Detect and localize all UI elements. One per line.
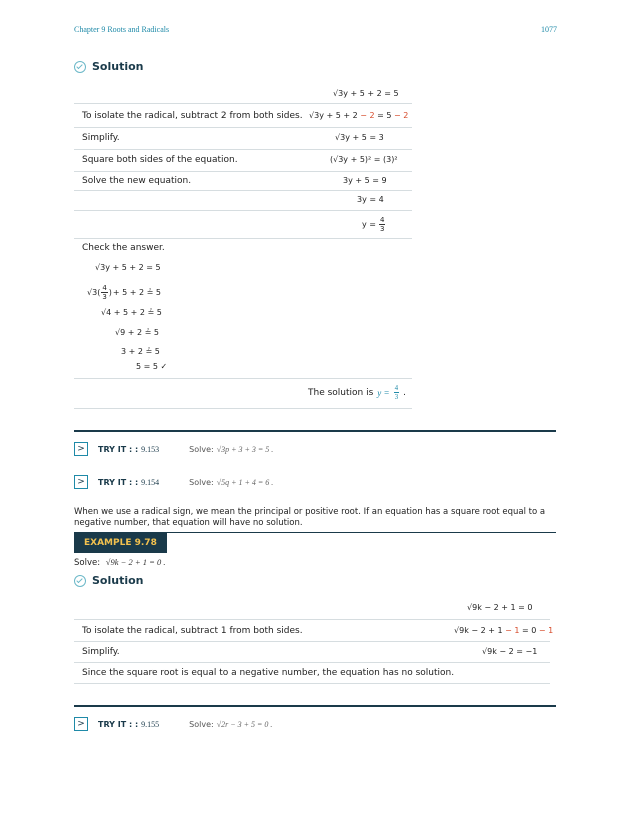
divider xyxy=(74,683,550,684)
check-line: √3y + 5 + 2 = 5 xyxy=(95,263,161,272)
try-it-label: TRY IT : : xyxy=(98,444,139,454)
check-circle-icon xyxy=(74,61,86,73)
math-prefix: √3( xyxy=(87,288,101,297)
check-line: √9 + 2 ≟ 5 xyxy=(115,328,159,337)
try-it-label: TRY IT : : xyxy=(98,719,139,729)
frac-den: 3 xyxy=(102,293,107,301)
page-number: 1077 xyxy=(541,25,557,34)
math-red: − 2 xyxy=(357,111,375,120)
fraction xyxy=(101,284,107,301)
try-it-row[interactable] xyxy=(74,717,272,731)
step-math: 3y + 5 = 9 xyxy=(343,176,387,185)
conclusion-text: The solution is xyxy=(308,387,374,398)
math-base: √3y + 5 + 2 xyxy=(309,111,358,120)
try-it-math: √3p + 3 + 3 = 5 . xyxy=(216,444,274,454)
paragraph: When we use a radical sign, we mean the principal or positive root. If an equation has a square root equal to a negative number, that equation will have no solution. xyxy=(74,507,546,528)
divider xyxy=(74,127,412,128)
math-lhs: y = xyxy=(362,220,376,229)
math-rest: + 5 + 2 ≟ 5 xyxy=(112,288,161,297)
try-it-math: √5q + 1 + 4 = 6 . xyxy=(216,477,274,487)
example-solve xyxy=(74,557,165,568)
check-line: √4 + 5 + 2 ≟ 5 xyxy=(101,308,162,317)
frac-num: 4 xyxy=(394,384,399,392)
try-it-row[interactable] xyxy=(74,475,273,489)
divider xyxy=(74,662,550,663)
try-it-row[interactable] xyxy=(74,442,273,456)
divider xyxy=(74,210,412,211)
math-base: √9k − 2 + 1 xyxy=(454,626,503,635)
divider xyxy=(74,641,550,642)
math-mid: = 5 xyxy=(374,111,392,120)
divider xyxy=(74,408,412,409)
section-bar xyxy=(74,705,556,707)
conclusion-math: y = xyxy=(377,387,390,398)
chevron-right-icon[interactable]: > xyxy=(74,475,88,489)
check-line: 5 = 5 ✓ xyxy=(136,362,168,371)
try-it-solve: Solve: xyxy=(189,477,214,487)
try-it-number: 9.155 xyxy=(141,719,160,729)
chevron-right-icon[interactable]: > xyxy=(74,717,88,731)
try-it-number: 9.154 xyxy=(141,477,160,487)
conclusion xyxy=(308,384,406,401)
step-math xyxy=(309,111,408,120)
step-math: 3y = 4 xyxy=(357,195,384,204)
check-line xyxy=(87,284,161,301)
math-suffix: ) xyxy=(108,288,112,297)
solution-heading-text: Solution xyxy=(92,574,144,587)
step-label: To isolate the radical, subtract 2 from both sides. xyxy=(82,111,303,121)
step-label: Solve the new equation. xyxy=(82,176,192,186)
solution-heading xyxy=(74,574,144,587)
chapter-header: Chapter 9 Roots and Radicals xyxy=(74,25,170,34)
solution-heading xyxy=(74,60,144,73)
divider xyxy=(74,619,550,620)
try-it-label: TRY IT : : xyxy=(98,477,139,487)
solve-label: Solve: xyxy=(74,558,101,568)
fraction xyxy=(379,216,385,233)
step-label: To isolate the radical, subtract 1 from both sides. xyxy=(82,626,303,636)
example-math: √9k − 2 + 1 = 0 . xyxy=(105,557,166,567)
divider xyxy=(74,103,412,104)
solution-heading-text: Solution xyxy=(92,60,144,73)
frac-den: 3 xyxy=(394,393,399,401)
period: . xyxy=(403,387,406,398)
example-badge: EXAMPLE 9.78 xyxy=(74,533,167,553)
divider xyxy=(74,149,412,150)
step-label: Since the square root is equal to a negative number, the equation has no solution. xyxy=(82,668,455,678)
step-math: √9k − 2 = −1 xyxy=(482,647,538,656)
step-label: Square both sides of the equation. xyxy=(82,155,238,165)
try-it-math: √2r − 3 + 5 = 0 . xyxy=(216,719,273,729)
check-label: Check the answer. xyxy=(82,243,165,253)
step-math xyxy=(454,626,553,635)
divider xyxy=(74,190,412,191)
math-red: − 1 xyxy=(536,626,554,635)
equation: √3y + 5 + 2 = 5 xyxy=(333,89,399,98)
math-red: − 1 xyxy=(502,626,520,635)
step-label: Simplify. xyxy=(82,133,120,143)
try-it-solve: Solve: xyxy=(189,444,214,454)
section-bar xyxy=(74,430,556,432)
step-math xyxy=(362,216,385,233)
try-it-solve: Solve: xyxy=(189,719,214,729)
fraction xyxy=(394,384,400,401)
step-math: (√3y + 5)² = (3)² xyxy=(330,155,398,164)
check-line: 3 + 2 ≟ 5 xyxy=(121,347,160,356)
divider xyxy=(74,378,412,379)
frac-num: 4 xyxy=(102,284,107,292)
math-mid: = 0 xyxy=(519,626,537,635)
step-label: Simplify. xyxy=(82,647,120,657)
math-red: − 2 xyxy=(391,111,409,120)
divider xyxy=(74,171,412,172)
equation: √9k − 2 + 1 = 0 xyxy=(467,603,533,612)
step-math: √3y + 5 = 3 xyxy=(335,133,384,142)
try-it-number: 9.153 xyxy=(141,444,160,454)
divider xyxy=(74,238,412,239)
frac-num: 4 xyxy=(379,216,385,224)
check-circle-icon xyxy=(74,575,86,587)
frac-den: 3 xyxy=(379,225,385,233)
chevron-right-icon[interactable]: > xyxy=(74,442,88,456)
